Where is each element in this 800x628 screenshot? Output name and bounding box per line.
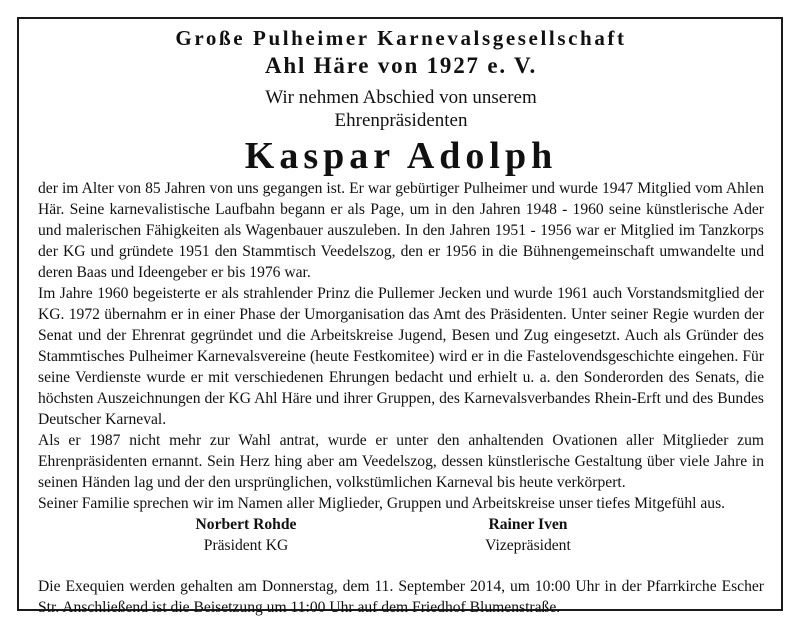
body-paragraph: der im Alter von 85 Jahren von uns gegangen ist. Er war gebürtiger Pulheimer und wurde 1947 Mitglied vom Ahlen Här. Seine karnevalistische Laufbahn begann er als Page, um in den Jahren 1948 - 1960 seine künstlerische Ader und malerischen Fähigkeiten als Wagenbauer auszuleben. In den Jahren 1951 - 1956 war er Mitglied im Tanzkorps der KG und gründete 1951 den Stammtisch Veedelszog, den er 1956 in die Bühnengemeinschaft umwandelte und deren Baas und Ideengeber er bis 1976 war. [38, 180, 764, 281]
body-paragraph: Als er 1987 nicht mehr zur Wahl antrat, wurde er unter den anhaltenden Ovationen aller Mitglieder zum Ehrenpräsidenten ernannt. Sein Herz hing aber am Veedelszog, dessen künstlerische Gestaltung über viele Jahre in seinen Händen lag und der den ursprünglichen, volkstümlichen Karneval bis heute verkörpert. [38, 432, 764, 491]
farewell-intro-line-1: Wir nehmen Abschied von unserem [265, 87, 537, 108]
signatory-name: Rainer Iven [488, 516, 568, 533]
obituary-body [38, 178, 764, 514]
signatory-title: Vizepräsident [485, 537, 571, 554]
signature-vice-president [438, 514, 618, 556]
obituary-notice [38, 24, 764, 618]
organization-subtitle: Ahl Häre von 1927 e. V. [264, 53, 538, 78]
signature-block [38, 514, 764, 558]
farewell-intro-line-2: Ehrenpräsidenten [334, 110, 468, 131]
deceased-name: Kaspar Adolph [244, 135, 558, 177]
farewell-intro [38, 86, 764, 132]
signatory-title: Präsident KG [203, 537, 289, 554]
body-paragraph: Im Jahre 1960 begeisterte er als strahlender Prinz die Pullemer Jecken und wurde 1961 auch Vorstandsmitglied der KG. 1972 übernahm er in einer Phase der Umorganisation das Amt des Präsidenten. Unter seiner Regie wurden der Senat und der Ehrenrat gegründet und die Arbeitskreise Jugend, Besen und Zug eingesetzt. Auch als Gründer des Stammtisches Pulheimer Karnevalsvereine (heute Festkomitee) wird er in die Fastelovendsgeschichte eingehen. Für seine Verdienste wurde er mit verschiedenen Ehrungen bedacht und erhielt u. a. den Sonderorden des Senats, die höchsten Auszeichnungen der KG Ahl Häre und ihrer Gruppen, des Karnevalsverbandes Rhein-Erft und des Bundes Deutscher Karneval. [38, 285, 764, 428]
signatory-name: Norbert Rohde [195, 516, 297, 533]
organization-name: Große Pulheimer Karnevalsgesellschaft [175, 26, 627, 50]
body-paragraph: Seiner Familie sprechen wir im Namen aller Miglieder, Gruppen und Arbeitskreise unser tiefes Mitgefühl aus. [38, 495, 726, 512]
funeral-details: Die Exequien werden gehalten am Donnerstag, dem 11. September 2014, um 10:00 Uhr in der Pfarrkirche Escher Str. Anschließend ist die Beisetzung um 11:00 Uhr auf dem Friedhof Blumenstraße. [38, 578, 764, 616]
signature-president [156, 514, 336, 556]
